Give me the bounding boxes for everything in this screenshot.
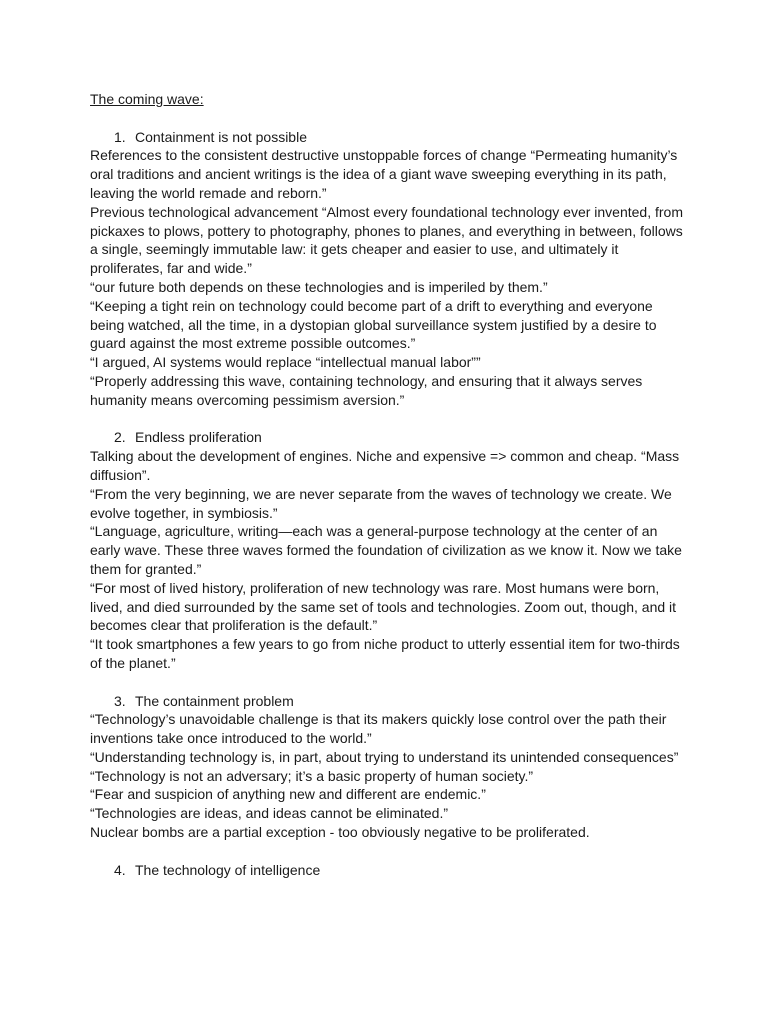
section-number: 3. xyxy=(114,692,126,709)
section-heading-text: Endless proliferation xyxy=(135,429,262,446)
section-number: 1. xyxy=(114,128,126,145)
paragraph: “Keeping a tight rein on technology could become part of a drift to everything and everyone being watched, all the time, in a dystopian global surveillance system justified by a desire to guard against the most extreme possible outcomes.” xyxy=(90,297,657,352)
section-number: 2. xyxy=(114,429,126,446)
section-heading xyxy=(90,128,690,147)
section-1 xyxy=(90,128,690,410)
paragraph: “For most of lived history, proliferation of new technology was rare. Most humans were born, lived, and died surrounded by the same set of tools and technologies. Zoom out, though, and it becomes clear that proliferation is the default.” xyxy=(90,579,677,634)
section-heading-text: Containment is not possible xyxy=(135,128,307,145)
paragraph: “Understanding technology is, in part, about trying to understand its unintended consequences” xyxy=(90,748,679,765)
section-heading xyxy=(90,692,690,711)
paragraph: “Technology is not an adversary; it’s a basic property of human society.” xyxy=(90,767,534,784)
section-3 xyxy=(90,692,690,842)
section-heading-text: The containment problem xyxy=(135,692,294,709)
paragraph: “Properly addressing this wave, containing technology, and ensuring that it always serves humanity means overcoming pessimism aversion.” xyxy=(90,372,643,408)
paragraph: “Fear and suspicion of anything new and different are endemic.” xyxy=(90,786,486,803)
paragraph: Nuclear bombs are a partial exception - too obviously negative to be proliferated. xyxy=(90,824,590,841)
section-heading-text: The technology of intelligence xyxy=(135,861,321,878)
paragraph: “Language, agriculture, writing—each was a general-purpose technology at the center of an early wave. These three waves formed the foundation of civilization as we know it. Now we take them for granted.” xyxy=(90,523,682,577)
section-number: 4. xyxy=(114,861,126,878)
spacer xyxy=(90,109,690,128)
spacer xyxy=(90,842,690,861)
paragraph: “It took smartphones a few years to go from niche product to utterly essential item for two-thirds of the planet.” xyxy=(90,636,680,671)
section-4 xyxy=(90,861,690,880)
section-2 xyxy=(90,428,690,672)
spacer xyxy=(90,410,690,429)
spacer xyxy=(90,673,690,692)
paragraph: “Technology’s unavoidable challenge is that its makers quickly lose control over the path their inventions take once introduced to the world.” xyxy=(90,711,667,747)
document-title: The coming wave: xyxy=(90,91,204,107)
paragraph: “I argued, AI systems would replace “intellectual manual labor”” xyxy=(90,354,481,371)
section-heading xyxy=(90,861,690,880)
paragraph: References to the consistent destructive unstoppable forces of change “Permeating humanity’s oral traditions and ancient writings is the idea of a giant wave sweeping everything in its path, leaving the world remade and reborn.” xyxy=(90,147,678,201)
paragraph: Previous technological advancement “Almost every foundational technology ever invented, from pickaxes to plows, pottery to photography, phones to planes, and everything in between, follows a single, seemingly immutable law: it gets cheaper and easier to use, and ultimately it proliferates, far and wide.” xyxy=(90,203,683,277)
section-heading xyxy=(90,428,690,447)
paragraph: Talking about the development of engines. Niche and expensive => common and cheap. “Mass diffusion”. xyxy=(90,448,680,483)
paragraph: “Technologies are ideas, and ideas cannot be eliminated.” xyxy=(90,805,449,822)
paragraph: “our future both depends on these technologies and is imperiled by them.” xyxy=(90,278,548,295)
paragraph: “From the very beginning, we are never separate from the waves of technology we create. We evolve together, in symbiosis.” xyxy=(90,485,672,521)
document-page xyxy=(90,90,690,879)
